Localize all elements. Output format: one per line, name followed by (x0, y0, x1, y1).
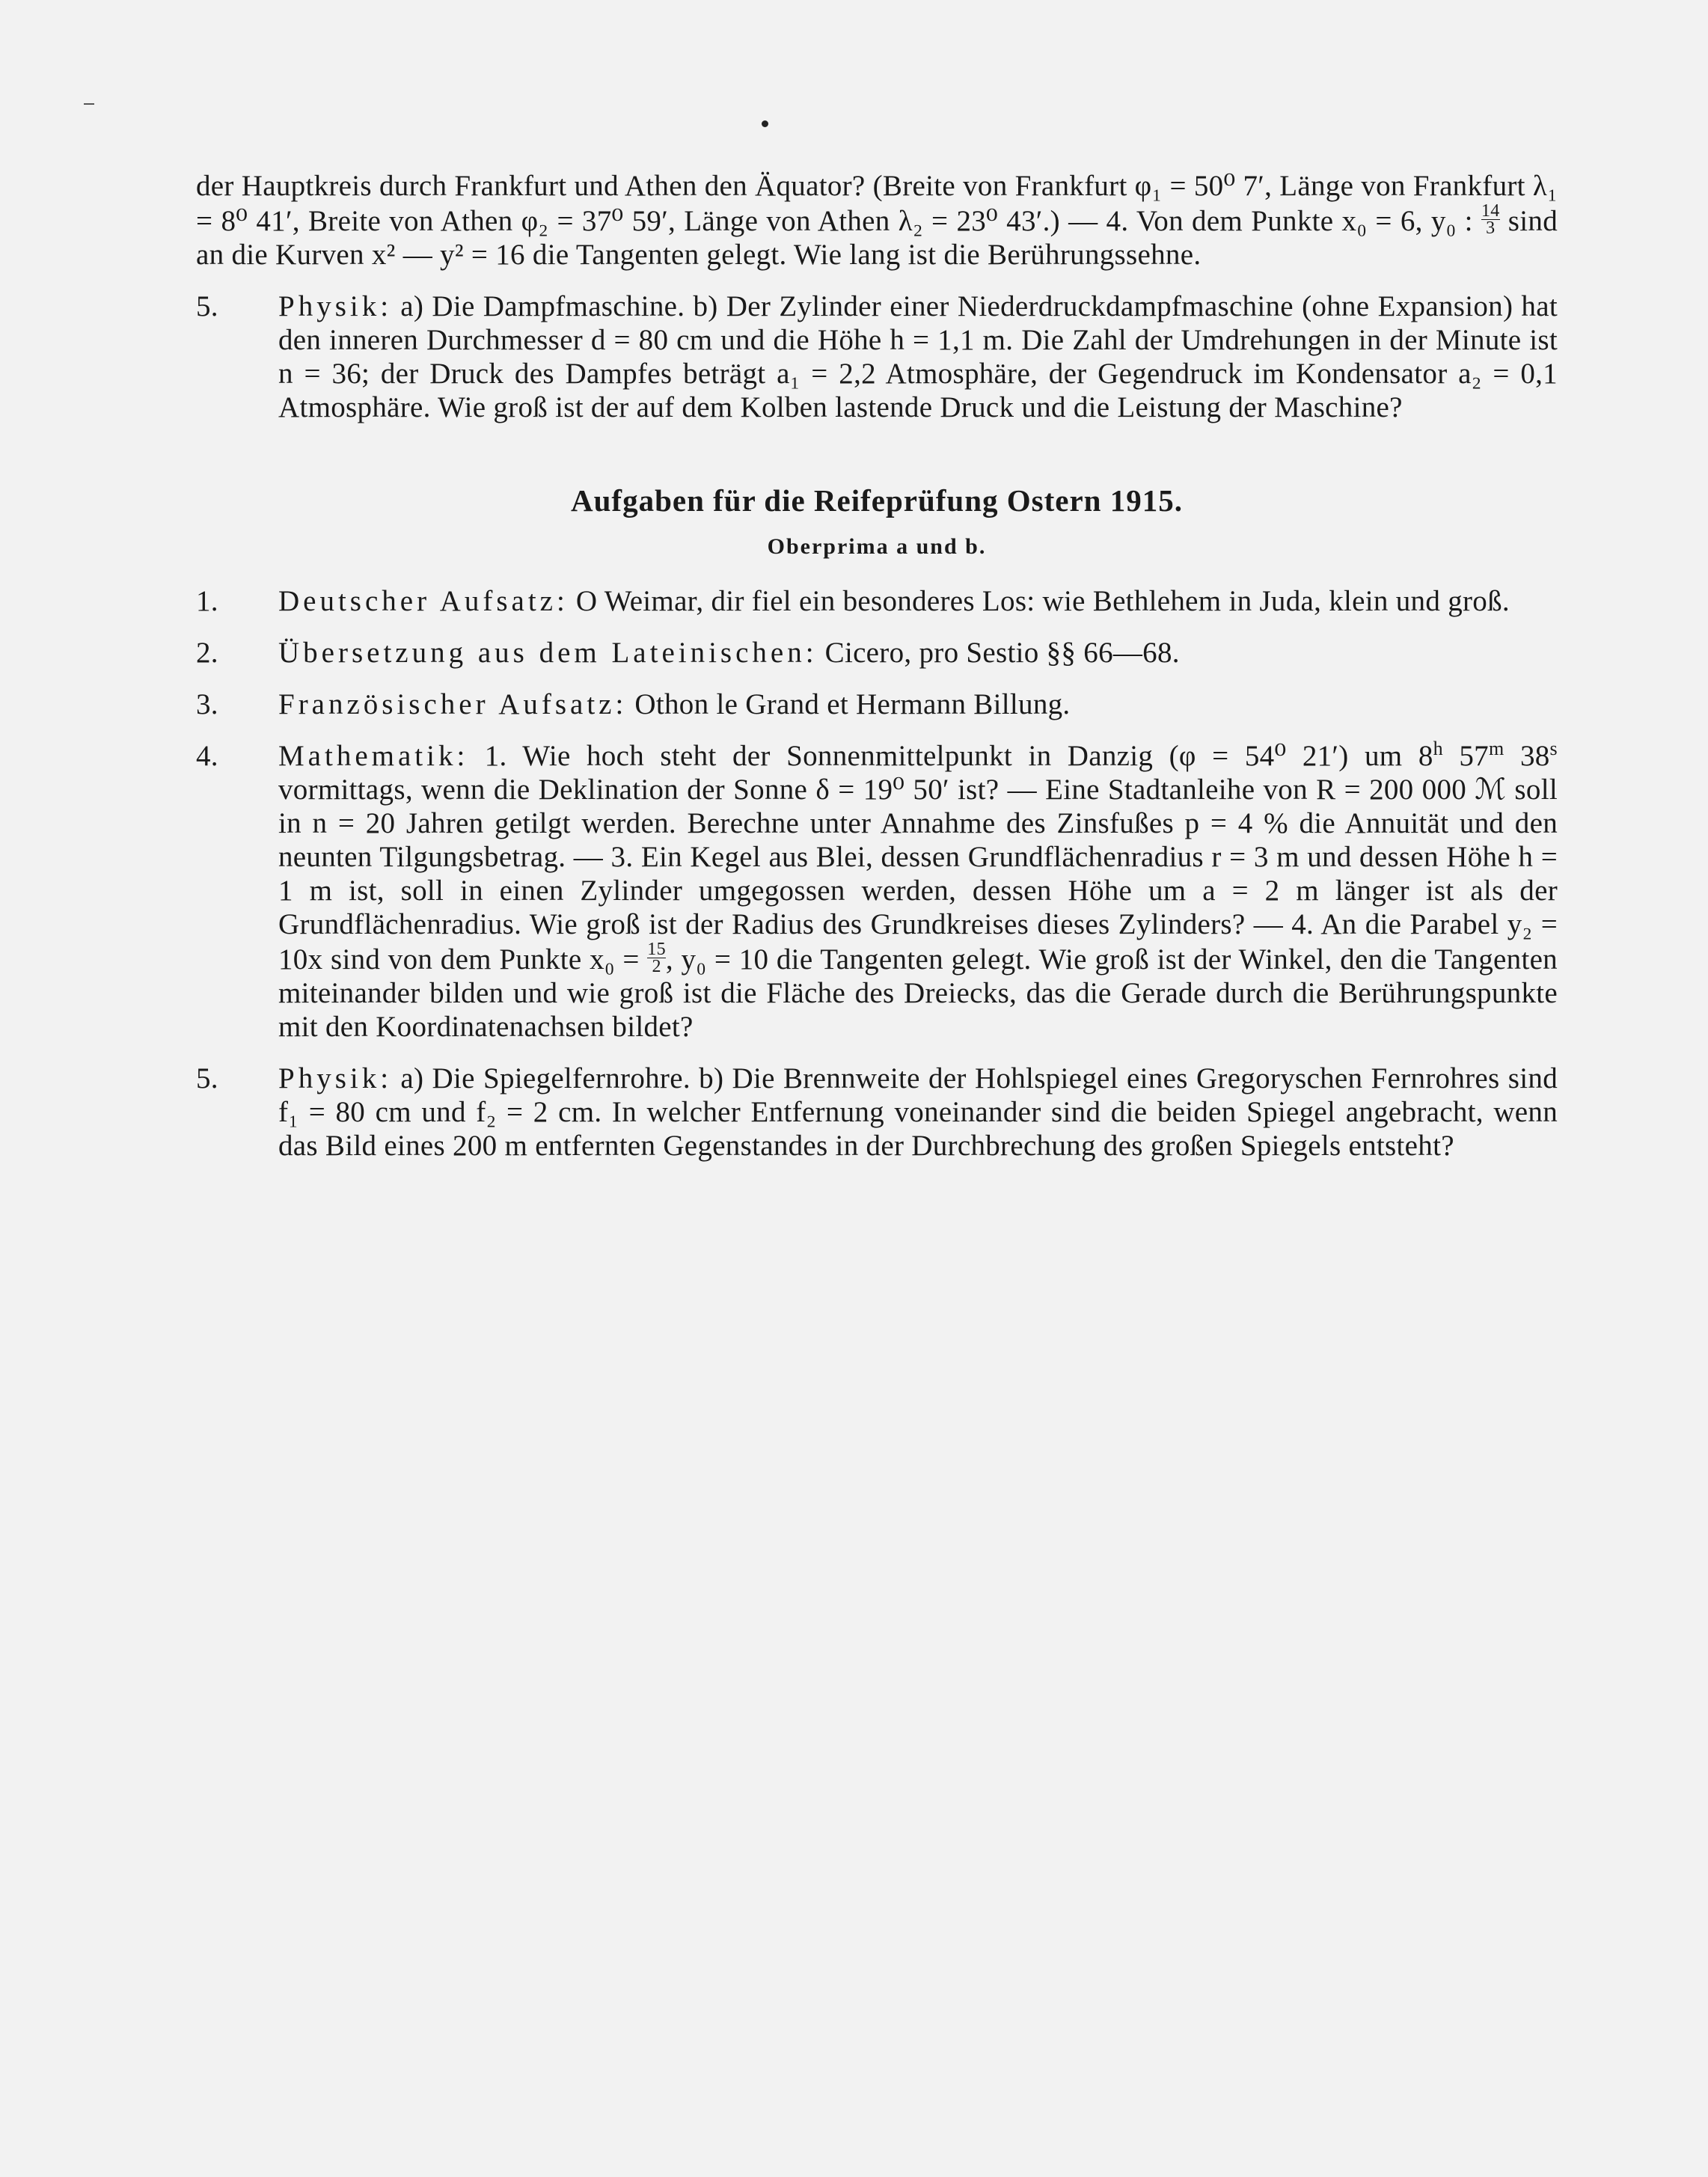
list-item-german (196, 584, 1558, 618)
item-number: 4. (196, 740, 218, 772)
item-text-part-3: , y₀ = 10 die Tangenten gelegt. Wie groß ist der Winkel, den die Tangenten miteinander bilden und wie groß ist die Fläche des Dreiecks, das die Gerade durch die Berührungspunkte mit den Koordinatenachsen bildet? (278, 943, 1558, 1043)
ink-dot (762, 120, 768, 127)
list-item-physics (196, 1062, 1558, 1163)
item-number: 3. (196, 688, 218, 720)
item-number: 1. (196, 585, 218, 617)
fraction-denominator: 2 (652, 957, 661, 976)
time-minutes: 57 (1459, 740, 1489, 772)
time-minutes-unit: m (1488, 738, 1505, 759)
item-number: 5. (196, 290, 218, 322)
fraction (1481, 203, 1500, 236)
list-item-math (196, 739, 1558, 1044)
continuation-line-1: der Hauptkreis durch Frankfurt und Athen den Äquator? (Breite von Frankfurt φ₁ = 50⁰ 7′, (196, 170, 1273, 202)
section-title: Aufgaben für die Reifeprüfung Ostern 1915. (571, 483, 1183, 518)
item-number: 2. (196, 637, 218, 669)
list-item-latin (196, 636, 1558, 670)
item-number: 5. (196, 1062, 218, 1094)
exam-list (196, 584, 1558, 1163)
continuation-line-3: λ₂ = 23⁰ 43′.) — 4. Von dem Punkte x₀ = 6, y₀ : (898, 205, 1473, 237)
item-text-part-2: vormittags, wenn die Deklination der Sonne δ = 19⁰ 50′ ist? — Eine Stadtanleihe von R = 200 000 ℳ soll in n = 20 Jahren getilgt werden. Berechne unter Annahme des Zinsfußes p = 4 % die Annuität und den neunten Tilgungsbetrag. — 3. Ein Kegel aus Blei, dessen Grundflächenradius r = 3 m und dessen Höhe h = 1 m ist, soll in einen Zylinder umgegossen werden, dessen Höhe um a = 2 m länger ist als der Grundflächenradius. Wie groß ist der Radius des Grundkreises dieses Zylinders? — 4. An die Parabel y₂ = 10x sind von dem Punkte x₀ = (278, 774, 1558, 976)
item-text: Othon le Grand et Hermann Billung. (634, 688, 1071, 720)
item-subject: Französischer Aufsatz: (278, 688, 628, 720)
fraction-numerator: 14 (1481, 201, 1500, 221)
page-content (196, 169, 1558, 1163)
item-subject: Deutscher Aufsatz: (278, 585, 569, 617)
margin-mark (84, 103, 94, 105)
time-seconds: 38 (1519, 740, 1550, 772)
item-text: O Weimar, dir fiel ein besonderes Los: wie Bethlehem in Juda, klein und groß. (575, 585, 1510, 617)
fraction-numerator: 15 (647, 940, 666, 959)
list-item-physics-prev (196, 290, 1558, 424)
continuation-line-4: die Tangenten gelegt. Wie lang ist die Berührungssehne. (532, 239, 1202, 271)
item-text: a) Die Dampfmaschine. b) Der Zylinder einer Niederdruckdampfmaschine (ohne Expansion) hat den inneren Durchmesser d = 80 cm und die Höhe h = 1,1 m. Die Zahl der Umdrehungen in der Minute ist n = 36; der Druck des Dampfes beträgt a₁ = 2,2 Atmosphäre, der Gegendruck im Kondensator a₂ = 0,1 Atmosphäre. Wie groß ist der auf dem Kolben lastende Druck und die Leistung der Maschine? (278, 290, 1558, 423)
continuation-line-2: Länge von Frankfurt λ₁ = 8⁰ 41′, Breite von Athen φ₂ = 37⁰ 59′, Länge von Athen (196, 170, 1558, 237)
item-subject: Physik: (278, 1062, 393, 1094)
section-subtitle: Oberprima a und b. (767, 534, 987, 559)
item-text: a) Die Spiegelfernrohre. b) Die Brennweite der Hohlspiegel eines Gregoryschen Fernrohres sind f₁ = 80 cm und f₂ = 2 cm. In welcher Entfernung voneinander sind die beiden Spiegel angebracht, wenn das Bild eines 200 m entfernten Gegenstandes in der Durchbrechung des großen Spiegels entsteht? (278, 1062, 1558, 1162)
time-hours: 8 (1418, 740, 1433, 772)
item-text-part-1: 1. Wie hoch steht der Sonnenmittelpunkt in Danzig (φ = 54⁰ 21′) um (484, 740, 1403, 772)
item-subject: Physik: (278, 290, 393, 322)
item-subject: Übersetzung aus dem Lateinischen: (278, 637, 818, 669)
list-item-french (196, 688, 1558, 721)
time-seconds-unit: s (1549, 738, 1558, 759)
item-subject: Mathematik: (278, 740, 469, 772)
item-text: Cicero, pro Sestio §§ 66—68. (824, 637, 1180, 669)
continuation-paragraph (196, 169, 1558, 272)
fraction-denominator: 3 (1486, 218, 1496, 238)
fraction (647, 941, 666, 975)
time-hours-unit: h (1433, 738, 1443, 759)
continuation-line-3-end: sind an die Kurven x² — y² = 16 (196, 205, 1558, 271)
